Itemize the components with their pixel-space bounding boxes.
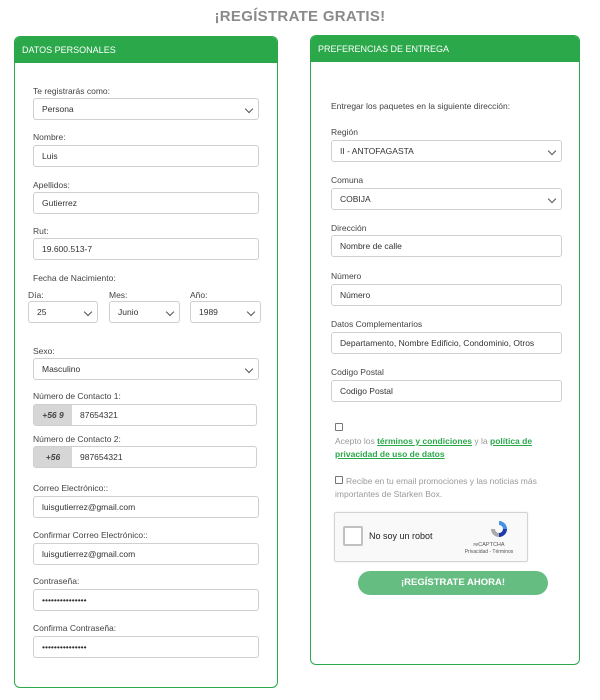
promo-text: Recibe en tu email promociones y las noticias más importantes de Starken Box. (335, 476, 537, 499)
comuna-value: COBIJA (340, 194, 371, 204)
register-as-select[interactable] (33, 98, 259, 120)
day-select[interactable] (28, 301, 98, 323)
chevron-down-icon (548, 195, 556, 203)
privacy-link[interactable]: política de privacidad de uso de datos (335, 436, 533, 459)
register-as-value: Persona (42, 104, 74, 114)
month-value: Junio (118, 307, 139, 317)
personal-data-panel (14, 36, 278, 688)
birth-date-label: Fecha de Nacimiento: (33, 273, 116, 283)
terms-prefix: Acepto los (335, 436, 375, 446)
rut-input[interactable]: 19.600.513-7 (33, 238, 259, 260)
email-label: Correo Electrónico:: (33, 483, 109, 493)
sex-label: Sexo: (33, 346, 55, 356)
recaptcha-logo-icon (489, 519, 509, 539)
phone1-label: Número de Contacto 1: (33, 391, 121, 401)
phone1-input[interactable] (33, 404, 257, 426)
register-as-label: Te registrarás como: (33, 86, 110, 96)
email-input[interactable]: luisgutierrez@gmail.com (33, 496, 259, 518)
year-select[interactable] (190, 301, 261, 323)
postal-code-input[interactable]: Codigo Postal (331, 380, 562, 402)
comuna-label: Comuna (331, 175, 364, 185)
chevron-down-icon (84, 308, 92, 316)
surname-label: Apellidos: (33, 180, 70, 190)
chevron-down-icon (247, 308, 255, 316)
phone2-input[interactable] (33, 446, 257, 468)
surname-input[interactable]: Gutierrez (33, 192, 259, 214)
chevron-down-icon (245, 105, 253, 113)
register-submit-button[interactable]: ¡REGÍSTRATE AHORA! (358, 571, 548, 595)
email-confirm-label: Confirmar Correo Electrónico:: (33, 530, 148, 540)
region-label: Región (331, 127, 358, 137)
chevron-down-icon (548, 147, 556, 155)
terms-and: y la (474, 436, 488, 446)
name-label: Nombre: (33, 132, 66, 142)
postal-code-label: Codigo Postal (331, 367, 384, 377)
recaptcha-label: No soy un robot (369, 531, 433, 541)
terms-checkbox[interactable] (335, 423, 343, 431)
day-label: Día: (28, 290, 44, 300)
chevron-down-icon (245, 365, 253, 373)
address-label: Dirección (331, 223, 367, 233)
number-input[interactable]: Número (331, 284, 562, 306)
chevron-down-icon (166, 308, 174, 316)
delivery-intro-text: Entregar los paquetes en la siguiente dirección: (331, 101, 511, 111)
address-input[interactable]: Nombre de calle (331, 235, 562, 257)
year-value: 1989 (199, 307, 218, 317)
terms-text (335, 435, 560, 461)
year-label: Año: (190, 290, 208, 300)
email-confirm-input[interactable]: luisgutierrez@gmail.com (33, 543, 259, 565)
delivery-preferences-panel (310, 35, 580, 665)
comuna-select[interactable] (331, 188, 562, 210)
rut-label: Rut: (33, 226, 49, 236)
phone2-label: Número de Contacto 2: (33, 434, 121, 444)
name-input[interactable]: Luis (33, 145, 259, 167)
delivery-preferences-header: PREFERENCIAS DE ENTREGA (311, 36, 579, 62)
phone1-prefix: +56 9 (34, 405, 72, 425)
recaptcha-terms[interactable]: Privacidad - Términos (464, 549, 514, 555)
password-confirm-input[interactable]: ••••••••••••••• (33, 636, 259, 658)
day-value: 25 (37, 307, 47, 317)
sex-select[interactable] (33, 358, 259, 380)
terms-link[interactable]: términos y condiciones (377, 436, 473, 446)
phone2-prefix: +56 (34, 447, 72, 467)
phone1-value: 87654321 (80, 410, 118, 420)
recaptcha-brand: reCAPTCHA (473, 542, 505, 548)
password-label: Contraseña: (33, 576, 80, 586)
month-select[interactable] (109, 301, 180, 323)
region-select[interactable] (331, 140, 562, 162)
password-input[interactable]: ••••••••••••••• (33, 589, 259, 611)
personal-data-header: DATOS PERSONALES (15, 37, 277, 63)
recaptcha-checkbox[interactable] (343, 526, 363, 546)
extra-data-input[interactable]: Departamento, Nombre Edificio, Condominio, Otros (331, 332, 562, 354)
extra-data-label: Datos Complementarios (331, 319, 423, 329)
month-label: Mes: (109, 290, 128, 300)
password-confirm-label: Confirma Contraseña: (33, 623, 117, 633)
recaptcha-widget (334, 512, 528, 562)
region-value: II - ANTOFAGASTA (340, 146, 414, 156)
phone2-value: 987654321 (80, 452, 123, 462)
number-label: Número (331, 271, 362, 281)
sex-value: Masculino (42, 364, 81, 374)
page-title: ¡REGÍSTRATE GRATIS! (214, 8, 386, 25)
